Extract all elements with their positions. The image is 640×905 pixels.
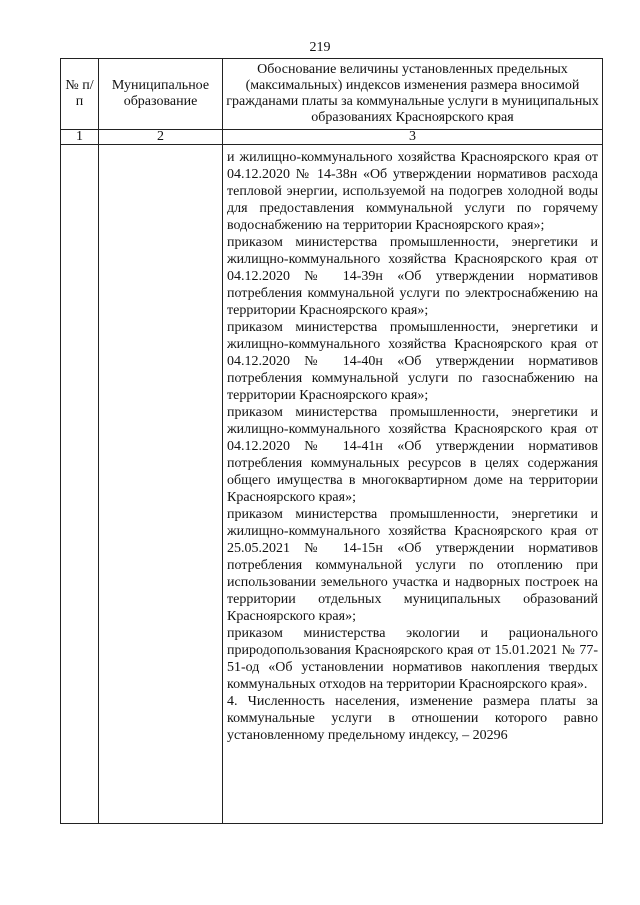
column-number-1: 1 [61, 130, 99, 145]
paragraph: приказом министерства промышленности, энергетики и жилищно-коммунального хозяйства Красноярского края от 25.05.2021 № 14-15н «Об утверждении нормативов потребления коммунальной услуги по отоплению при использовании земельного участка и надворных построек на территории отдельных муниципальных образований Красноярского края»; [227, 507, 598, 624]
header-municipality [99, 59, 223, 130]
paragraph: и жилищно-коммунального хозяйства Красноярского края от 04.12.2020 № 14-38н «Об утверждении нормативов расхода тепловой энергии, используемой на подогрев холодной воды для предоставления коммунальной услуги по горячему водоснабжению на территории Красноярского края»; [227, 150, 598, 233]
paragraph: приказом министерства промышленности, энергетики и жилищно-коммунального хозяйства Красноярского края от 04.12.2020 № 14-40н «Об утверждении нормативов потребления коммунальной услуги по газоснабжению на территории Красноярского края»; [227, 320, 598, 403]
row-justification-cell [223, 145, 603, 824]
column-number-2: 2 [99, 130, 223, 145]
table-row [61, 145, 603, 824]
column-numbers-row [61, 130, 603, 145]
page-number: 219 [309, 40, 331, 55]
paragraph: 4. Численность населения, изменение размера платы за коммунальные услуги в отношении которого равно установленному предельному индексу, – 20296 [227, 694, 598, 743]
justification-text [223, 145, 602, 744]
header-number-text: № п/п [65, 78, 94, 109]
row-number-cell [61, 145, 99, 824]
header-row [61, 59, 603, 130]
header-number [61, 59, 99, 130]
header-justification [223, 59, 603, 130]
header-justification-text: Обоснование величины установленных предельных (максимальных) индексов изменения размера вносимой гражданами платы за коммунальные услуги в муниципальных образованиях Красноярского края [226, 62, 599, 125]
column-number-3: 3 [223, 130, 603, 145]
paragraph: приказом министерства экологии и рационального природопользования Красноярского края от 15.01.2021 № 77-51-од «Об установлении нормативов накопления твердых коммунальных отходов на территории Красноярского края». [227, 626, 598, 692]
justification-table [60, 58, 603, 824]
row-municipality-cell [99, 145, 223, 824]
header-municipality-text: Муниципальное образование [111, 78, 210, 109]
paragraph: приказом министерства промышленности, энергетики и жилищно-коммунального хозяйства Красноярского края от 04.12.2020 № 14-41н «Об утверждении нормативов потребления коммунальных ресурсов в целях содержания общего имущества в многоквартирном доме на территории Красноярского края»; [227, 405, 598, 505]
paragraph: приказом министерства промышленности, энергетики и жилищно-коммунального хозяйства Красноярского края от 04.12.2020 № 14-39н «Об утверждении нормативов потребления коммунальной услуги по электроснабжению на территории Красноярского края»; [227, 235, 598, 318]
